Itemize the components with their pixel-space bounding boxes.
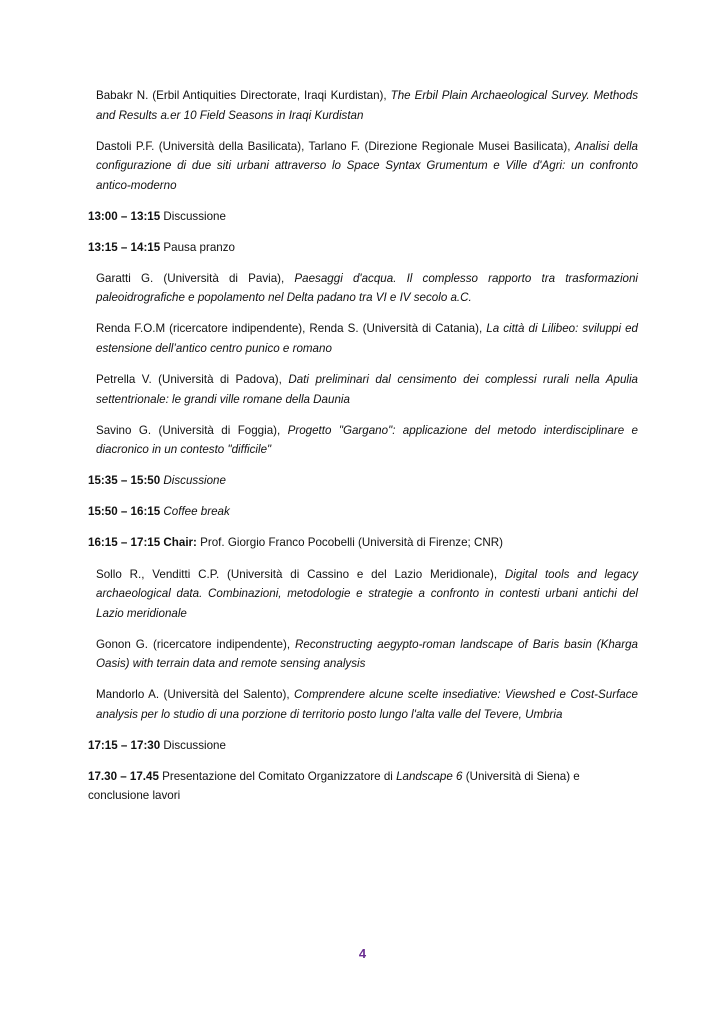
- presentation-authors: Garatti G. (Università di Pavia),: [96, 271, 295, 285]
- session-time: 13:00 – 13:15: [88, 209, 161, 223]
- presentation-title: The Erbil Plain Archaeological Survey. Methods and Results a.er 10 Field Seasons in Iraqi Kurdistan: [96, 89, 638, 122]
- session-discussion: [88, 207, 638, 227]
- presentation-authors: Renda F.O.M (ricercatore indipendente), Renda S. (Università di Catania),: [96, 322, 487, 336]
- session-time: 17.30 – 17.45: [88, 769, 159, 783]
- presentation-title: Dati preliminari dal censimento dei complessi rurali nella Apulia settentrionale: le grandi ville romane della Daunia: [96, 373, 638, 406]
- presentation-entry: [96, 421, 638, 460]
- session-lunch: [88, 238, 638, 258]
- session-time: 17:15 – 17:30: [88, 738, 161, 752]
- page-number: 4: [358, 946, 367, 961]
- presentation-entry: [96, 269, 638, 308]
- session-chair: [88, 533, 638, 553]
- presentation-title: Comprendere alcune scelte insediative: Viewshed e Cost-Surface analysis per lo studio di una porzione di territorio posto lungo l'alta valle del Tevere, Umbria: [96, 688, 638, 721]
- session-label: Discussione: [160, 209, 226, 223]
- presentation-title: Reconstructing aegypto-roman landscape of Baris basin (Kharga Oasis) with terrain data and remote sensing analysis: [96, 637, 638, 671]
- session-label: Discussione: [160, 738, 226, 752]
- presentation-title: Paesaggi d'acqua. Il complesso rapporto tra trasformazioni paleoidrografiche e popolamento nel Delta padano tra VI e IV secolo a.C.: [96, 271, 639, 305]
- session-discussion: [88, 736, 638, 756]
- session-time: 13:15 – 14:15: [88, 240, 161, 254]
- presentation-authors: Babakr N. (Erbil Antiquities Directorate, Iraqi Kurdistan),: [96, 89, 391, 102]
- session-label: Pausa pranzo: [160, 240, 235, 254]
- closing-event-title: Landscape 6: [396, 769, 463, 783]
- presentation-title: Digital tools and legacy archaeological data. Combinazioni, metodologie e strategie a confronto in contesti urbani antichi del Lazio meridionale: [96, 567, 638, 620]
- presentation-entry: [96, 565, 638, 624]
- session-time: 16:15 – 17:15: [88, 536, 161, 550]
- session-label: Discussione: [160, 474, 226, 488]
- presentation-authors: Mandorlo A. (Università del Salento),: [96, 688, 294, 702]
- presentation-entry: [96, 635, 638, 674]
- session-time: 15:50 – 16:15: [88, 505, 161, 519]
- presentation-entry: [96, 370, 638, 409]
- session-time: 15:35 – 15:50: [88, 474, 161, 488]
- presentation-entry: [96, 137, 638, 196]
- session-discussion: [88, 471, 638, 491]
- presentation-authors: Savino G. (Università di Foggia),: [96, 423, 288, 437]
- session-closing: [88, 767, 638, 806]
- presentation-entry: [96, 86, 638, 125]
- program-content: [88, 86, 638, 817]
- presentation-authors: Dastoli P.F. (Università della Basilicata), Tarlano F. (Direzione Regionale Musei Basilicata),: [96, 139, 575, 153]
- presentation-entry: [96, 319, 638, 358]
- closing-text-after: (Università di Siena) e conclusione lavori: [88, 769, 580, 803]
- session-label: Coffee break: [160, 505, 230, 519]
- chair-label: Chair:: [160, 536, 197, 550]
- session-coffee-break: [88, 502, 638, 522]
- presentation-authors: Gonon G. (ricercatore indipendente),: [96, 637, 296, 651]
- presentation-authors: Petrella V. (Università di Padova),: [96, 373, 289, 387]
- presentation-authors: Sollo R., Venditti C.P. (Università di Cassino e del Lazio Meridionale),: [96, 567, 505, 581]
- chair-name: Prof. Giorgio Franco Pocobelli (Università di Firenze; CNR): [196, 536, 503, 550]
- presentation-title: Analisi della configurazione di due siti urbani attraverso lo Space Syntax Grumentum e Ville d'Agri: un confronto antico-moderno: [96, 139, 638, 192]
- presentation-entry: [96, 685, 638, 724]
- presentation-title: La città di Lilibeo: sviluppi ed estensione dell’antico centro punico e romano: [96, 322, 638, 355]
- closing-text-before: Presentazione del Comitato Organizzatore di: [158, 769, 397, 783]
- presentation-title: Progetto "Gargano": applicazione del metodo interdisciplinare e diacronico in un contesto "difficile": [96, 423, 638, 457]
